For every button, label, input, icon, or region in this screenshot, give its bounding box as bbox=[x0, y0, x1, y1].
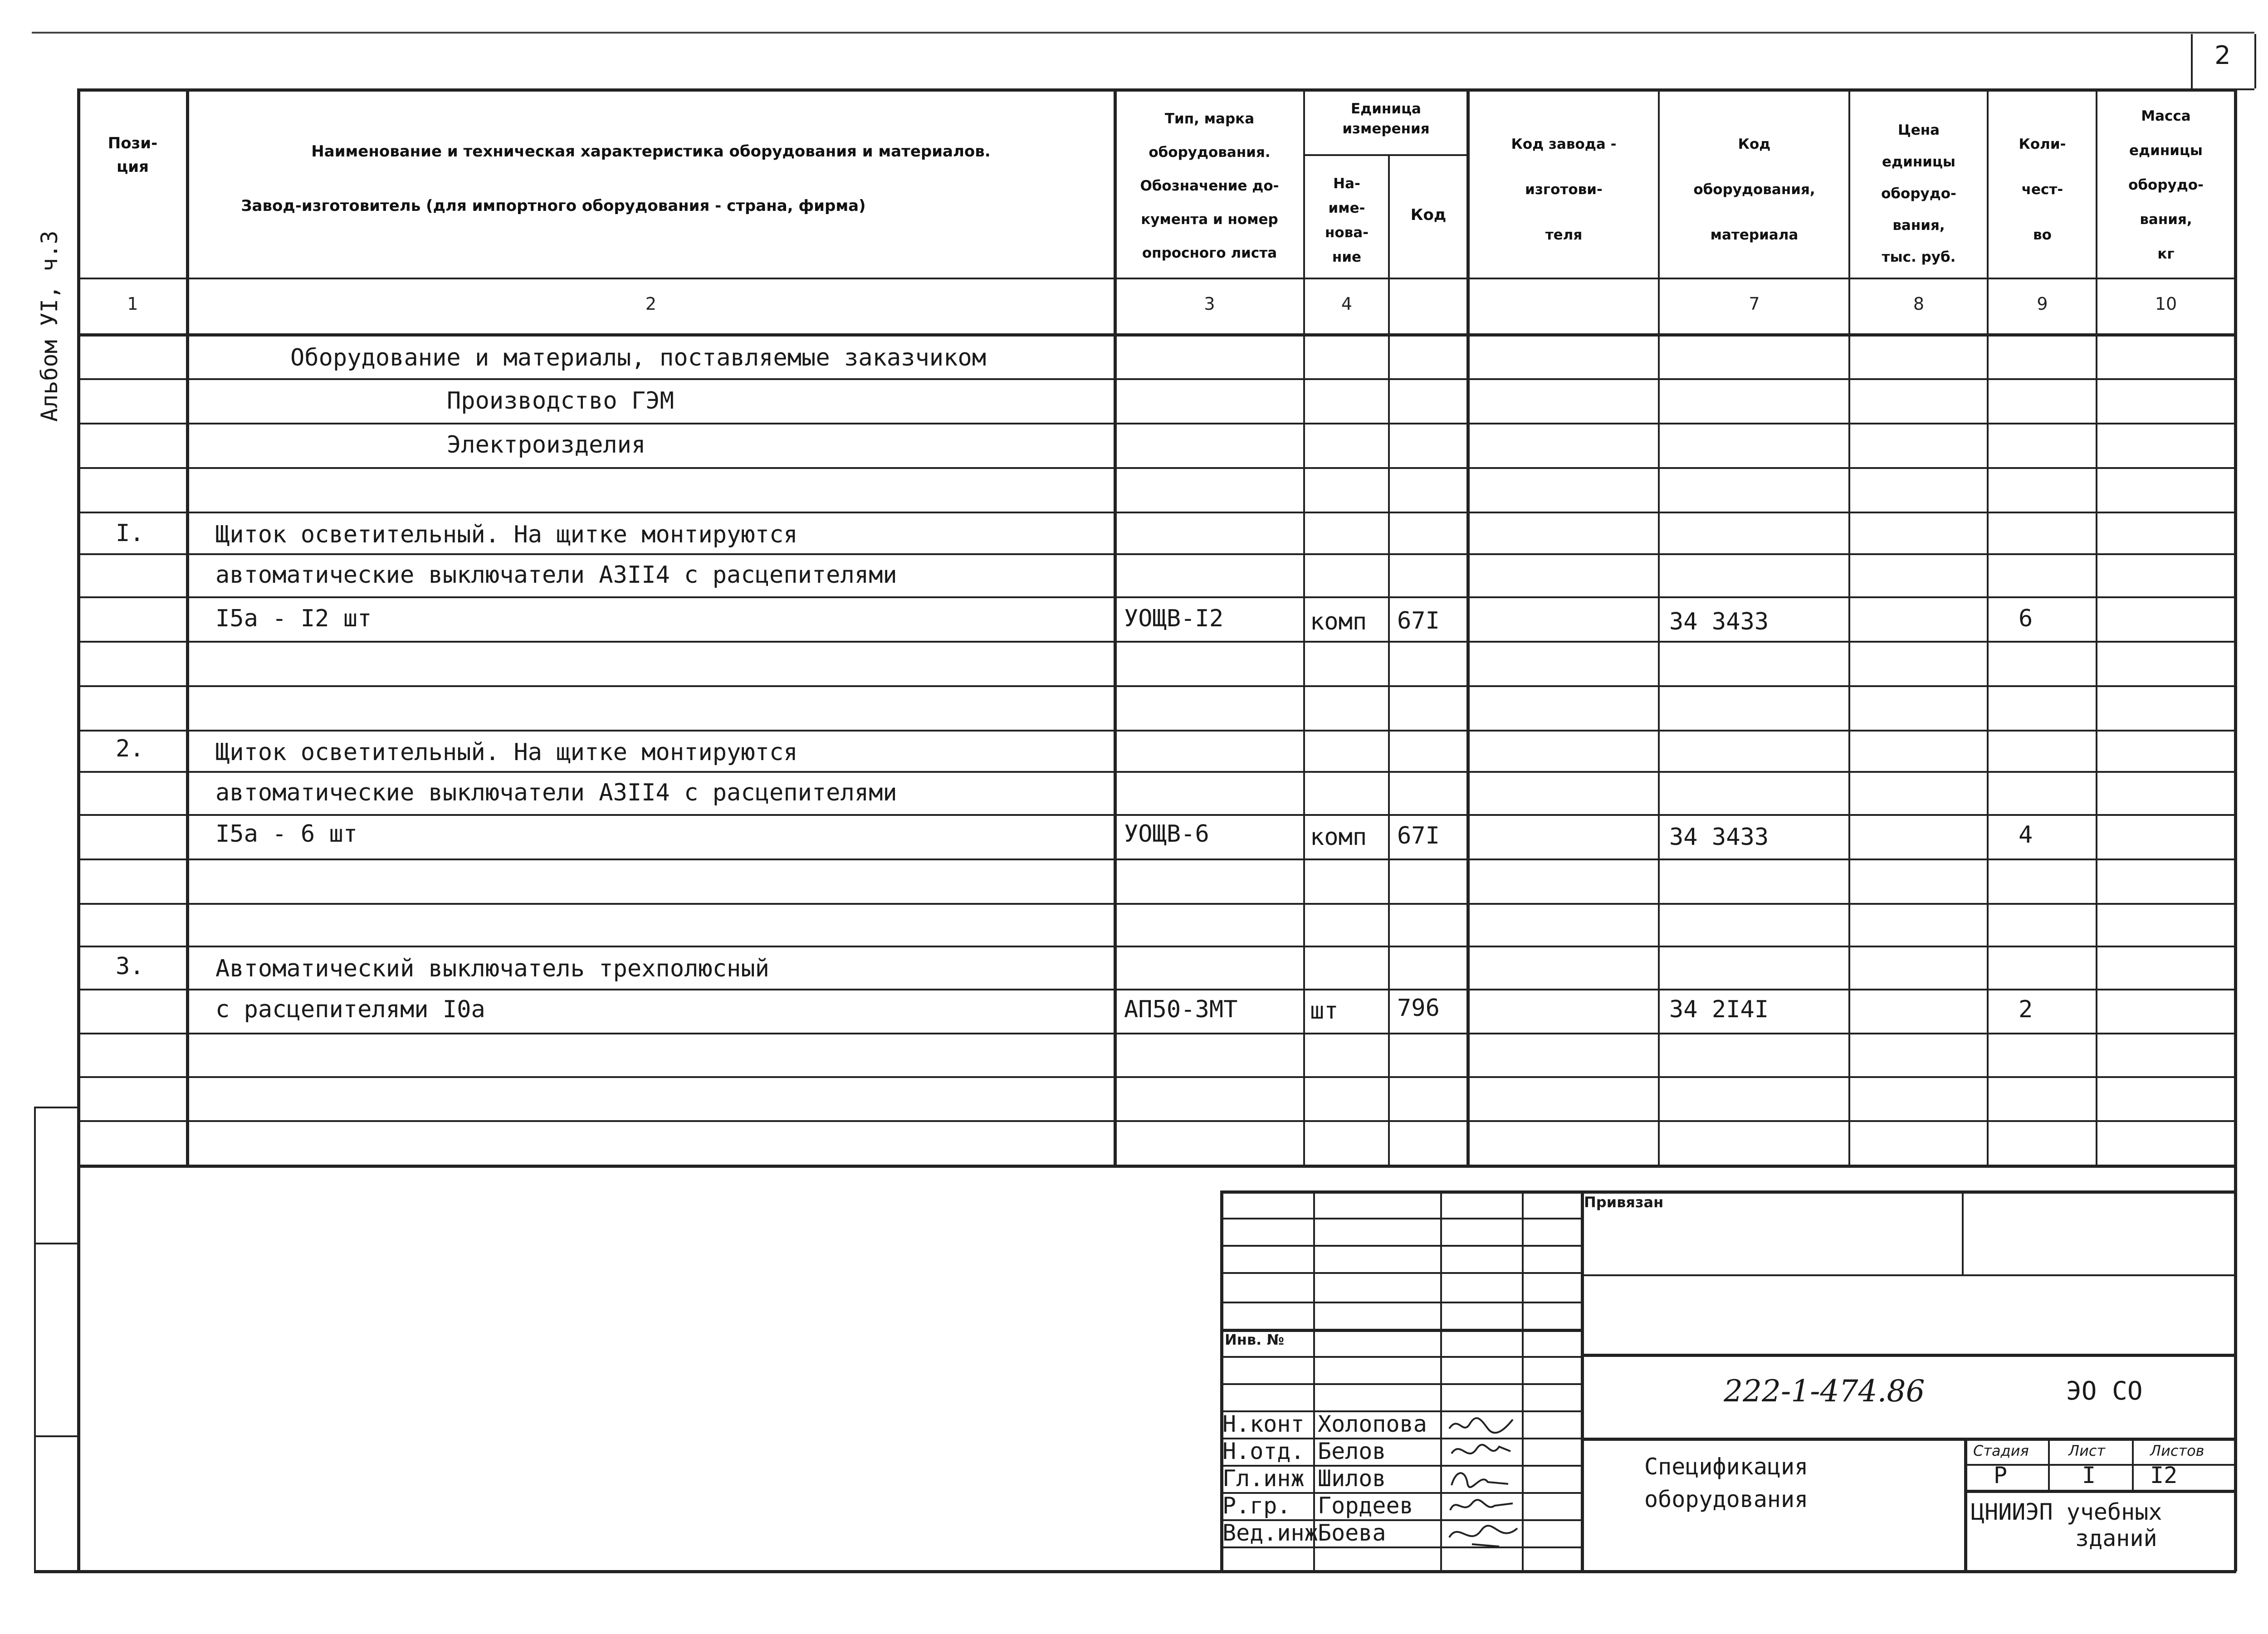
item-quantity: 2 bbox=[2019, 996, 2033, 1023]
item-equipment-code: 34 2I4I bbox=[1669, 996, 1769, 1023]
staff-name: Белов bbox=[1318, 1438, 1386, 1464]
staff-role: Н.конт bbox=[1222, 1411, 1305, 1437]
header-name-line2: Завод-изготовитель (для импортного оборудования - страна, фирма) bbox=[241, 197, 866, 215]
inventory-number-label: Инв. № bbox=[1225, 1331, 1284, 1348]
sheet-value: I bbox=[2082, 1462, 2096, 1488]
item-type: АП50-3МТ bbox=[1124, 996, 1238, 1023]
item-description: I5а - I2 шт bbox=[215, 605, 372, 632]
item-position: 2. bbox=[116, 735, 144, 762]
header-type: Тип, марка оборудования. Обозначение до- кумента и номер опросного листа bbox=[1140, 111, 1279, 261]
item-description: I5а - 6 шт bbox=[215, 820, 358, 848]
header-plant-code: Код завода - изготови- теля bbox=[1511, 136, 1617, 243]
staff-role: Н.отд. bbox=[1222, 1438, 1305, 1464]
header-price: Цена единицы оборудо- вания, тыс. руб. bbox=[1881, 122, 1956, 265]
document-number: 222-1-474.86 bbox=[1724, 1374, 1925, 1409]
album-side-label: Альбом УI, ч.3 bbox=[36, 230, 63, 422]
section-subtitle: Производство ГЭМ bbox=[447, 387, 674, 415]
staff-role: Р.гр. bbox=[1222, 1493, 1291, 1519]
item-unit: шт bbox=[1310, 997, 1339, 1024]
signature-icon bbox=[1445, 1465, 1517, 1492]
item-unit-code: 67I bbox=[1397, 822, 1440, 849]
item-position: 3. bbox=[116, 953, 144, 980]
item-type: УОЩВ-I2 bbox=[1124, 605, 1224, 632]
header-unit-name: На- име- нова- ние bbox=[1325, 176, 1369, 265]
staff-name: Гордеев bbox=[1318, 1493, 1413, 1519]
organization: ЦНИИЭП учебных зданий bbox=[1971, 1499, 2162, 1551]
item-description: с расцепителями I0а bbox=[215, 996, 485, 1023]
sheets-value: I2 bbox=[2150, 1462, 2178, 1488]
item-equipment-code: 34 3433 bbox=[1669, 608, 1769, 635]
signature-icon bbox=[1445, 1410, 1517, 1438]
header-unit-code: Код bbox=[1410, 206, 1447, 224]
staff-name: Шилов bbox=[1318, 1465, 1386, 1492]
header-position: Пози- ция bbox=[108, 134, 158, 176]
signature-icon bbox=[1445, 1492, 1517, 1519]
document-code: ЭО СО bbox=[2066, 1376, 2143, 1406]
item-unit-code: 67I bbox=[1397, 607, 1440, 634]
staff-name: Боева bbox=[1318, 1520, 1386, 1546]
signature-icon bbox=[1445, 1519, 1522, 1551]
item-quantity: 6 bbox=[2019, 605, 2033, 632]
privyazan-label: Привязан bbox=[1584, 1194, 1664, 1211]
staff-role: Вед.инж bbox=[1222, 1520, 1318, 1546]
item-description: автоматические выключатели АЗII4 с расцепителями bbox=[215, 561, 897, 589]
item-position: I. bbox=[116, 520, 144, 547]
column-number: 2 bbox=[645, 294, 657, 314]
item-quantity: 4 bbox=[2019, 821, 2033, 849]
header-quantity: Коли- чест- во bbox=[2019, 136, 2066, 243]
sheets-label: Листов bbox=[2150, 1442, 2204, 1459]
staff-role: Гл.инж bbox=[1222, 1465, 1305, 1492]
column-number: 7 bbox=[1749, 294, 1760, 314]
signature-icon bbox=[1445, 1438, 1517, 1465]
item-unit: комп bbox=[1310, 608, 1367, 635]
item-unit: комп bbox=[1310, 824, 1367, 851]
page-number: 2 bbox=[2214, 41, 2231, 70]
document-name: Спецификация оборудования bbox=[1644, 1454, 1809, 1512]
header-equipment-code: Код оборудования, материала bbox=[1693, 136, 1815, 243]
column-number: 10 bbox=[2155, 294, 2177, 314]
sheet-label: Лист bbox=[2068, 1442, 2106, 1459]
item-description: Щиток осветительный. На щитке монтируются bbox=[215, 739, 798, 766]
item-type: УОЩВ-6 bbox=[1124, 820, 1209, 848]
item-equipment-code: 34 3433 bbox=[1669, 824, 1769, 851]
column-number: 4 bbox=[1341, 294, 1353, 314]
column-number: 1 bbox=[127, 294, 138, 314]
header-unit-group: Единица измерения bbox=[1342, 101, 1430, 137]
stage-label: Стадия bbox=[1973, 1442, 2029, 1459]
section-subtitle: Электроизделия bbox=[447, 431, 646, 458]
item-description: Щиток осветительный. На щитке монтируются bbox=[215, 521, 798, 548]
staff-name: Холопова bbox=[1318, 1411, 1427, 1437]
column-number: 9 bbox=[2037, 294, 2048, 314]
item-description: Автоматический выключатель трехполюсный bbox=[215, 955, 769, 982]
stage-value: Р bbox=[1994, 1462, 2008, 1488]
item-unit-code: 796 bbox=[1397, 995, 1440, 1022]
section-title: Оборудование и материалы, поставляемые заказчиком bbox=[290, 344, 987, 371]
header-mass: Масса единицы оборудо- вания, кг bbox=[2128, 108, 2204, 262]
column-number: 8 bbox=[1913, 294, 1925, 314]
header-name-line1: Наименование и техническая характеристика оборудования и материалов. bbox=[311, 142, 991, 161]
item-description: автоматические выключатели АЗII4 с расцепителями bbox=[215, 779, 897, 806]
column-number: 3 bbox=[1204, 294, 1215, 314]
